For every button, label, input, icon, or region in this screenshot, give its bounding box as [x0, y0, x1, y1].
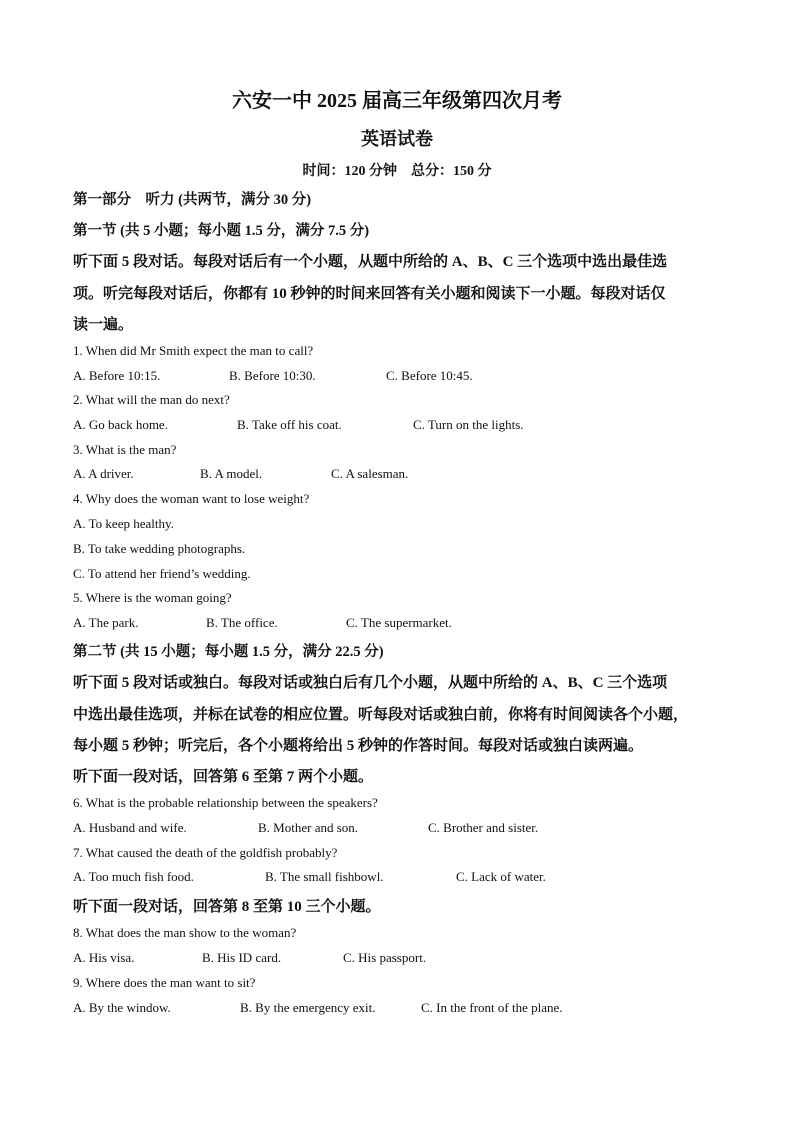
- question-8-stem: 8. What does the man show to the woman?: [73, 925, 297, 940]
- exam-title: 六安一中 2025 届高三年级第四次月考: [232, 90, 562, 112]
- question-4-option-b: B. To take wedding photographs.: [73, 541, 246, 556]
- question-6-option-b: B. Mother and son.: [258, 820, 359, 835]
- question-8-option-b: B. His ID card.: [202, 950, 282, 965]
- section1-instruction-line: 读一遍。: [73, 317, 134, 333]
- question-7-option-c: C. Lack of water.: [456, 869, 546, 884]
- section2-title: 第二节 (共 15 小题；每小题 1.5 分，满分 22.5 分): [73, 644, 384, 660]
- question-5-option-b: B. The office.: [206, 615, 278, 630]
- question-3-option-a: A. A driver.: [73, 466, 134, 481]
- part1-title: 第一部分 听力 (共两节，满分 30 分): [73, 192, 312, 208]
- question-6-option-a: A. Husband and wife.: [73, 820, 187, 835]
- question-1-option-b: B. Before 10:30.: [229, 368, 316, 383]
- question-1-option-a: A. Before 10:15.: [73, 368, 161, 383]
- question-2-option-c: C. Turn on the lights.: [413, 417, 524, 432]
- exam-subtitle: 英语试卷: [361, 129, 433, 149]
- question-3-option-c: C. A salesman.: [331, 466, 409, 481]
- question-2-option-a: A. Go back home.: [73, 417, 168, 432]
- question-7-option-a: A. Too much fish food.: [73, 869, 194, 884]
- question-8-option-c: C. His passport.: [343, 950, 427, 965]
- question-6-stem: 6. What is the probable relationship between the speakers?: [73, 795, 378, 810]
- question-2-stem: 2. What will the man do next?: [73, 392, 230, 407]
- question-1-option-c: C. Before 10:45.: [386, 368, 473, 383]
- section2-instruction-line: 每小题 5 秒钟；听完后，各个小题将给出 5 秒钟的作答时间。每段对话或独白读两遍。: [73, 738, 644, 754]
- question-4-option-c: C. To attend her friend’s wedding.: [73, 566, 251, 581]
- question-7-stem: 7. What caused the death of the goldfish probably?: [73, 845, 338, 860]
- question-2-option-b: B. Take off his coat.: [237, 417, 342, 432]
- question-9-option-c: C. In the front of the plane.: [421, 1000, 563, 1015]
- section2-instruction-line: 中选出最佳选项，并标在试卷的相应位置。听每段对话或独白前，你将有时间阅读各个小题，: [73, 707, 689, 723]
- question-9-option-b: B. By the emergency exit.: [240, 1000, 376, 1015]
- dialogue-group-heading: 听下面一段对话，回答第 8 至第 10 三个小题。: [73, 899, 381, 915]
- question-3-stem: 3. What is the man?: [73, 442, 177, 457]
- section1-instruction-line: 听下面 5 段对话。每段对话后有一个小题，从题中所给的 A、B、C 三个选项中选出最佳选: [73, 254, 668, 270]
- question-8-option-a: A. His visa.: [73, 950, 135, 965]
- exam-meta: 时间：120 分钟 总分：150 分: [302, 164, 492, 179]
- question-3-option-b: B. A model.: [200, 466, 263, 481]
- question-4-stem: 4. Why does the woman want to lose weight?: [73, 491, 310, 506]
- section1-instruction-line: 项。听完每段对话后，你都有 10 秒钟的时间来回答有关小题和阅读下一小题。每段对话仅: [73, 286, 666, 302]
- question-9-stem: 9. Where does the man want to sit?: [73, 975, 256, 990]
- section2-instruction-line: 听下面 5 段对话或独白。每段对话或独白后有几个小题，从题中所给的 A、B、C 三个选项: [73, 675, 668, 691]
- question-6-option-c: C. Brother and sister.: [428, 820, 539, 835]
- question-1-stem: 1. When did Mr Smith expect the man to call?: [73, 343, 314, 358]
- dialogue-group-heading: 听下面一段对话，回答第 6 至第 7 两个小题。: [73, 769, 374, 785]
- question-5-option-a: A. The park.: [73, 615, 139, 630]
- question-5-option-c: C. The supermarket.: [346, 615, 452, 630]
- question-9-option-a: A. By the window.: [73, 1000, 171, 1015]
- question-5-stem: 5. Where is the woman going?: [73, 590, 232, 605]
- section1-title: 第一节 (共 5 小题；每小题 1.5 分，满分 7.5 分): [73, 223, 370, 239]
- question-7-option-b: B. The small fishbowl.: [265, 869, 384, 884]
- question-4-option-a: A. To keep healthy.: [73, 516, 174, 531]
